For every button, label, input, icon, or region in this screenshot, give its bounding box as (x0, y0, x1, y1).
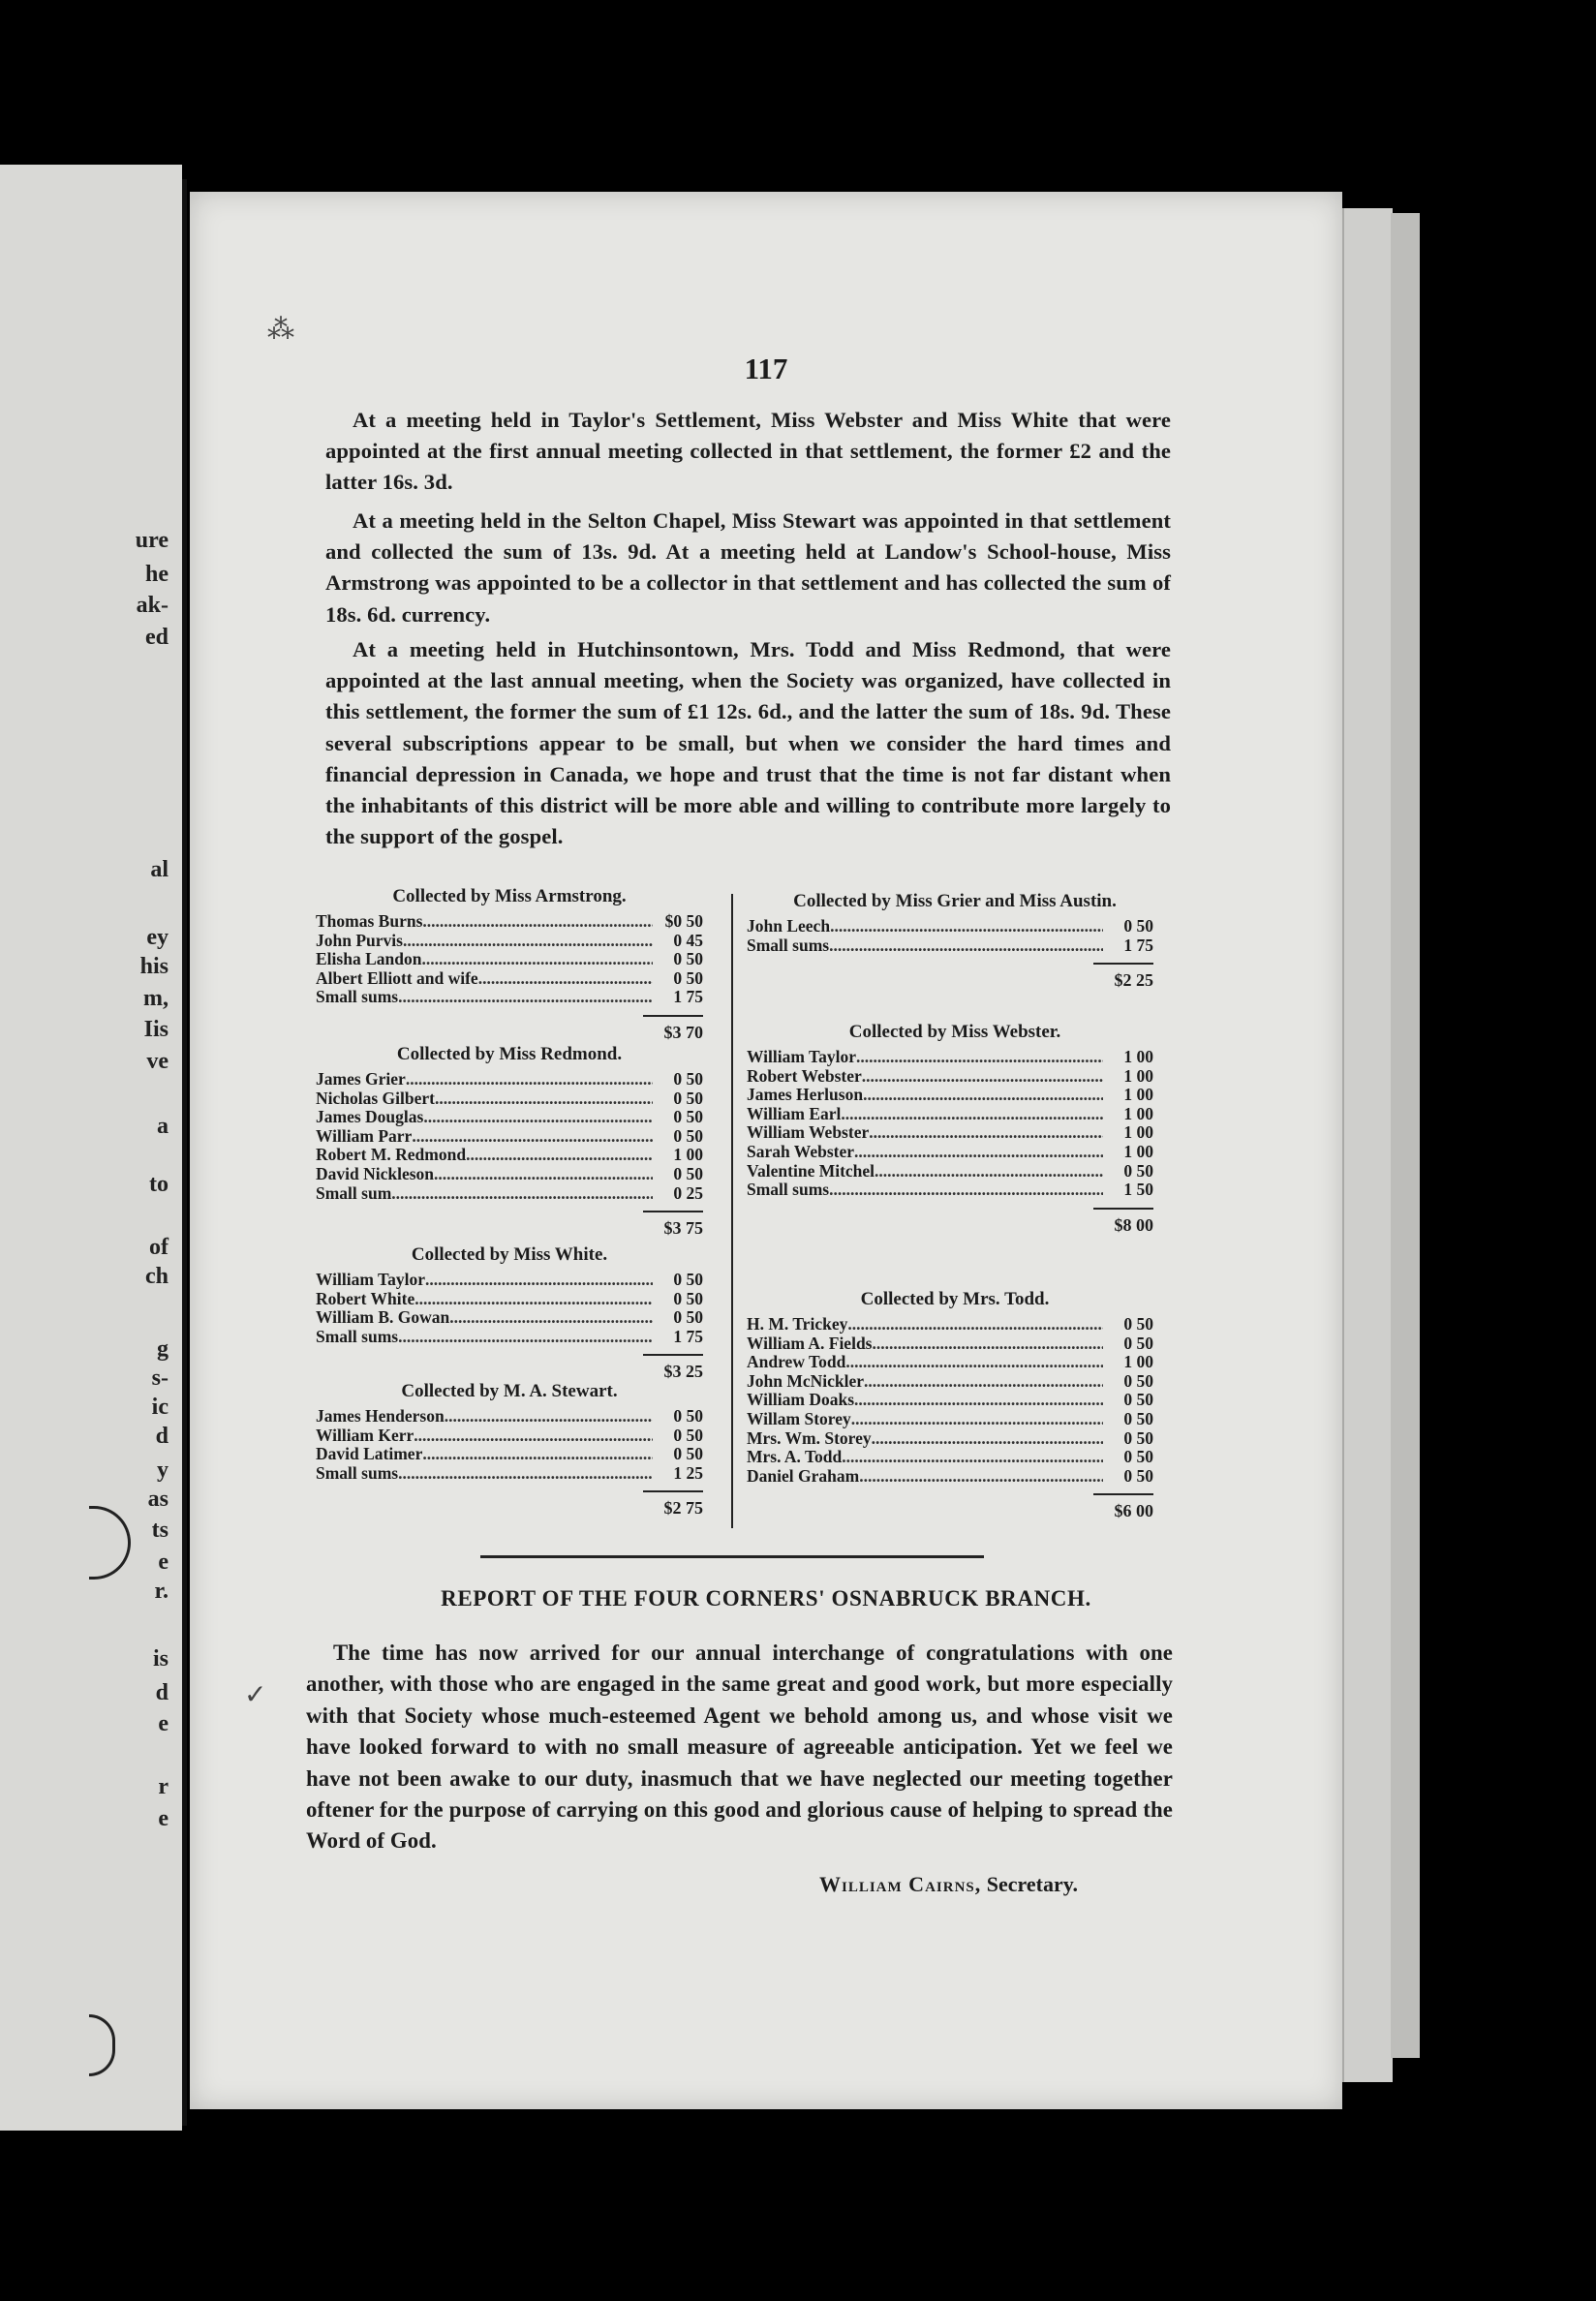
contributor-name: H. M. Trickey (747, 1314, 848, 1334)
facing-page-fragment: g (157, 1336, 169, 1362)
contributor-name: John McNickler (747, 1370, 865, 1391)
contribution-amount: 1 25 (673, 1462, 703, 1483)
contributor-name: William Taylor (747, 1047, 856, 1066)
facing-page-fragment: ch (145, 1264, 169, 1289)
contribution-amount: 0 50 (673, 1406, 703, 1426)
leader-dots (434, 1165, 653, 1184)
contributor-name: William Parr (316, 1125, 413, 1146)
list-title: Collected by Miss Webster. (848, 1022, 1061, 1042)
facing-page-fragment: ve (146, 1049, 169, 1074)
leader-dots (425, 1271, 653, 1290)
contributor-name: William Earl (747, 1103, 842, 1123)
facing-page-fragment: to (149, 1172, 169, 1197)
contributor-name: Albert Elliott and wife (316, 967, 478, 988)
leader-dots (445, 1407, 653, 1427)
leader-dots (872, 1429, 1103, 1449)
leader-dots (398, 1464, 653, 1484)
total-rule (643, 1354, 703, 1356)
list-row (747, 1353, 1153, 1372)
facing-page-fragment: is (152, 1646, 169, 1672)
ink-smudge-mark: ⁂ (267, 315, 294, 345)
contribution-amount: 1 75 (1123, 935, 1153, 955)
contributor-name: Small sum (316, 1182, 392, 1203)
contributor-name: James Douglas (316, 1107, 424, 1127)
list-row (747, 1143, 1153, 1162)
contributor-name: Mrs. Wm. Storey (747, 1427, 872, 1448)
leader-dots (435, 1089, 653, 1109)
leader-dots (851, 1410, 1103, 1429)
facing-page-fragment: as (147, 1487, 169, 1512)
list-row (316, 932, 703, 951)
contribution-amount: 0 50 (673, 1107, 703, 1127)
leader-dots (847, 1315, 1103, 1335)
leader-dots (398, 1328, 653, 1347)
leader-dots (856, 1048, 1103, 1067)
contributor-name: Robert White (316, 1288, 415, 1308)
report-heading: REPORT OF THE FOUR CORNERS' OSNABRUCK BRANCH. (441, 1586, 1091, 1611)
total-rule (1093, 1493, 1153, 1495)
pencil-tick-mark: ✓ (244, 1680, 267, 1710)
contribution-amount: 0 50 (673, 1163, 703, 1183)
contributor-name: David Nickleson (316, 1163, 435, 1183)
facing-page-fragment: d (155, 1680, 169, 1705)
list-rows (316, 1271, 703, 1346)
contributor-name: John Leech (747, 916, 831, 936)
facing-page-fragment: r. (154, 1579, 169, 1604)
list-row (316, 1308, 703, 1328)
contribution-amount: 0 50 (1123, 1333, 1153, 1353)
contributor-name: James Herluson (747, 1085, 864, 1105)
list-row (316, 1108, 703, 1127)
contribution-amount: 0 50 (1123, 1390, 1153, 1410)
list-row (747, 1391, 1153, 1410)
list-rows (316, 912, 703, 1007)
leader-dots (478, 969, 653, 989)
leader-dots (859, 1467, 1103, 1487)
contribution-amount: 0 45 (673, 930, 703, 950)
facing-page-fragment: ic (151, 1395, 169, 1420)
page-edge (1342, 208, 1393, 2082)
list-row (316, 1445, 703, 1464)
total-rule (1093, 1208, 1153, 1210)
leader-dots (466, 1146, 653, 1165)
list-row (316, 1184, 703, 1204)
list-row (316, 912, 703, 932)
contributor-name: Andrew Todd (747, 1352, 846, 1372)
list-row (316, 988, 703, 1007)
contributor-name: William B. Gowan (316, 1307, 450, 1328)
contributor-name: William Webster (747, 1122, 870, 1143)
list-row (747, 1048, 1153, 1067)
list-row (316, 969, 703, 989)
list-row (747, 1162, 1153, 1181)
facing-page-fragment: his (139, 954, 169, 979)
contributor-name: Thomas Burns (316, 911, 423, 931)
leader-dots (423, 1108, 653, 1127)
contribution-amount: 1 00 (1123, 1141, 1153, 1161)
leader-dots (414, 1427, 653, 1446)
page-edge (1391, 213, 1420, 2058)
contributor-name: Nicholas Gilbert (316, 1088, 435, 1108)
leader-dots (842, 1448, 1103, 1467)
contribution-amount: 0 50 (1123, 1447, 1153, 1467)
contributor-name: William Taylor (316, 1270, 425, 1289)
contributor-name: Small sums (747, 1180, 830, 1200)
leader-dots (845, 1353, 1103, 1372)
contributor-name: Small sums (316, 1462, 399, 1483)
facing-page-fragment: m, (143, 986, 169, 1011)
contribution-amount: 0 50 (1123, 1160, 1153, 1181)
contribution-amount: 1 00 (1123, 1085, 1153, 1105)
facing-page-fragment: e (158, 1806, 169, 1831)
leader-dots (449, 1308, 653, 1328)
contribution-amount: 0 50 (673, 1069, 703, 1089)
leader-dots (422, 1445, 653, 1464)
contribution-amount: 0 50 (1123, 1408, 1153, 1428)
list-row (747, 917, 1153, 936)
contributor-name: Robert M. Redmond (316, 1145, 467, 1165)
contributor-name: James Henderson (316, 1406, 445, 1426)
contributor-name: William Kerr (316, 1425, 414, 1445)
list-row (747, 1429, 1153, 1449)
facing-page-fragment: ts (151, 1518, 169, 1543)
signature-name: William Cairns, (819, 1872, 982, 1896)
contribution-amount: 1 00 (673, 1145, 703, 1165)
list-total: $8 00 (1114, 1214, 1153, 1235)
contribution-amount: 1 00 (1123, 1122, 1153, 1143)
facing-page-fragment: ed (145, 625, 169, 650)
list-total: $3 75 (663, 1218, 703, 1239)
contributor-name: James Grier (316, 1069, 406, 1089)
list-row (747, 1105, 1153, 1124)
contributor-name: Willam Storey (747, 1408, 851, 1428)
list-row (747, 1315, 1153, 1335)
leader-dots (872, 1335, 1103, 1354)
contribution-amount: 0 50 (673, 949, 703, 969)
list-row (316, 1089, 703, 1109)
contribution-amount: 1 75 (673, 987, 703, 1007)
contribution-amount: 0 50 (1123, 1314, 1153, 1334)
leader-dots (421, 950, 653, 969)
contributor-name: Robert Webster (747, 1065, 862, 1086)
list-row (747, 1067, 1153, 1087)
facing-page-fragment: ak- (136, 593, 169, 618)
list-row (747, 1086, 1153, 1105)
leader-dots (829, 936, 1103, 956)
leader-dots (854, 1143, 1103, 1162)
list-total: $3 25 (663, 1362, 703, 1382)
column-divider (731, 894, 733, 1528)
facing-page-fragment: he (145, 562, 169, 587)
list-row (316, 1271, 703, 1290)
contribution-amount: 0 50 (1123, 916, 1153, 936)
list-row (747, 1335, 1153, 1354)
list-title: Collected by Mrs. Todd. (860, 1289, 1050, 1309)
report-paragraph: The time has now arrived for our annual interchange of congratulations with one another, with those who are engaged in the same great and good work, but more especially with that Society whose much-esteemed Agent we behold among us, and whose visit we have looked forward to with no small measure of agreeable anticipation. Yet we feel we have not been awake to our duty, inasmuch that we have neglected our meeting together oftener for the purpose of carrying on this good and glorious cause of helping to spread the Word of God. (306, 1641, 1173, 1854)
contributor-name: David Latimer (316, 1444, 423, 1464)
contributor-name: William A. Fields (747, 1333, 873, 1353)
paragraph-taylors-settlement: At a meeting held in Taylor's Settlement, Miss Webster and Miss White that were appointed at the first annual meeting collected in that settlement, the former £2 and the latter 16s. 3d. (325, 408, 1171, 495)
contributor-name: Elisha Landon (316, 949, 422, 969)
pencil-bracket-mark (89, 1506, 131, 1580)
leader-dots (412, 1127, 653, 1147)
contribution-amount: 1 00 (1123, 1103, 1153, 1123)
list-row (747, 936, 1153, 956)
list-title: Collected by M. A. Stewart. (401, 1381, 618, 1401)
leader-dots (403, 932, 653, 951)
facing-page-fragment: ure (135, 528, 169, 553)
list-rows (747, 1315, 1153, 1486)
contribution-amount: 0 50 (1123, 1370, 1153, 1391)
list-row (747, 1181, 1153, 1200)
contribution-amount: 0 50 (673, 1444, 703, 1464)
list-row (316, 1328, 703, 1347)
list-row (316, 1070, 703, 1089)
facing-page-fragment: al (150, 857, 169, 882)
paragraph-selton-chapel: At a meeting held in the Selton Chapel, Miss Stewart was appointed in that settlement and collected the sum of 13s. 9d. At a meeting held at Landow's School-house, Miss Armstrong was appointed to be a collector in that settlement and has collected the sum of 18s. 6d. currency. (325, 508, 1171, 627)
leader-dots (414, 1290, 653, 1309)
contribution-amount: 0 50 (673, 1270, 703, 1289)
contributor-name: Small sums (316, 1326, 399, 1346)
list-row (747, 1410, 1153, 1429)
contribution-amount: 0 50 (673, 1088, 703, 1108)
list-row (316, 1165, 703, 1184)
page-number: 117 (744, 352, 788, 385)
list-row (316, 1464, 703, 1484)
facing-page-fragment: r (158, 1774, 169, 1799)
contribution-amount: 1 00 (1123, 1047, 1153, 1066)
list-row (747, 1467, 1153, 1487)
contributor-name: Sarah Webster (747, 1141, 854, 1161)
total-rule (643, 1490, 703, 1492)
paragraph-hutchinsontown: At a meeting held in Hutchinsontown, Mrs. Todd and Miss Redmond, that were appointed at the last annual meeting, when the Society was organized, have collected in this settlement, the former the sum of £1 12s. 6d., and the latter the sum of 18s. 9d. These several subscriptions appear to be small, but when we consider the hard times and financial depression in Canada, we hope and trust that the time is not far distant when the inhabitants of this district will be more able and willing to contribute more largely to the support of the gospel. (325, 637, 1171, 849)
list-row (316, 950, 703, 969)
list-rows (316, 1407, 703, 1483)
list-total: $2 75 (663, 1498, 703, 1519)
list-title: Collected by Miss Redmond. (396, 1044, 623, 1064)
contribution-amount: 0 50 (673, 1307, 703, 1328)
signature (819, 1872, 1078, 1897)
contribution-amount: 0 50 (673, 1288, 703, 1308)
contribution-amount: 1 50 (1123, 1180, 1153, 1200)
list-row (747, 1123, 1153, 1143)
list-row (316, 1407, 703, 1427)
list-total: $3 70 (663, 1023, 703, 1042)
contribution-amount: 0 25 (673, 1182, 703, 1203)
facing-page-fragment: ey (146, 925, 169, 950)
contributor-name: William Doaks (747, 1390, 855, 1410)
leader-dots (869, 1123, 1103, 1143)
leader-dots (864, 1372, 1103, 1392)
contributor-name: Valentine Mitchel (747, 1160, 875, 1181)
leader-dots (854, 1391, 1103, 1410)
list-row (316, 1127, 703, 1147)
list-row (316, 1146, 703, 1165)
contributor-name: John Purvis (316, 930, 403, 950)
list-row (747, 1448, 1153, 1467)
contributor-name: Small sums (316, 987, 399, 1007)
contribution-amount: 1 75 (673, 1326, 703, 1346)
contribution-amount: 0 50 (673, 1125, 703, 1146)
contributor-name: Mrs. A. Todd (747, 1447, 843, 1467)
contribution-amount: 0 50 (673, 1425, 703, 1445)
facing-page-fragment: s- (151, 1365, 169, 1391)
leader-dots (863, 1086, 1103, 1105)
leader-dots (391, 1184, 653, 1204)
leader-dots (422, 912, 653, 932)
contribution-amount: 0 50 (1123, 1465, 1153, 1486)
leader-dots (829, 1181, 1103, 1200)
leader-dots (862, 1067, 1103, 1087)
facing-page (0, 165, 182, 2131)
signature-role: Secretary. (986, 1872, 1079, 1896)
list-title: Collected by Miss Grier and Miss Austin. (793, 891, 1117, 911)
page-gutter (182, 179, 187, 2126)
list-row (316, 1290, 703, 1309)
section-separator (480, 1555, 984, 1558)
list-rows (747, 1048, 1153, 1200)
list-title: Collected by Miss Armstrong. (392, 886, 627, 906)
facing-page-fragment: d (155, 1424, 169, 1449)
list-title: Collected by Miss White. (411, 1244, 608, 1265)
leader-dots (830, 917, 1103, 936)
leader-dots (841, 1105, 1103, 1124)
facing-page-fragment: e (158, 1711, 169, 1736)
leader-dots (406, 1070, 653, 1089)
pencil-bracket-mark (89, 2014, 115, 2076)
contribution-amount: 1 00 (1123, 1352, 1153, 1372)
facing-page-fragment: a (157, 1114, 169, 1139)
total-rule (643, 1015, 703, 1017)
contributor-name: Small sums (747, 935, 830, 955)
contribution-amount: 1 00 (1123, 1065, 1153, 1086)
contributor-name: Daniel Graham (747, 1465, 860, 1486)
facing-page-fragment: y (157, 1457, 169, 1483)
facing-page-fragment: e (158, 1549, 169, 1575)
list-rows (316, 1070, 703, 1203)
contribution-amount: $0 50 (664, 911, 703, 931)
total-rule (643, 1211, 703, 1212)
list-total: $2 25 (1114, 970, 1153, 991)
contribution-amount: 0 50 (673, 967, 703, 988)
list-rows (747, 917, 1153, 955)
leader-dots (875, 1162, 1103, 1181)
total-rule (1093, 963, 1153, 965)
leader-dots (398, 988, 653, 1007)
facing-page-fragment: Iis (143, 1017, 169, 1042)
document-page (190, 192, 1342, 2109)
facing-page-fragment: of (149, 1235, 169, 1260)
contribution-amount: 0 50 (1123, 1427, 1153, 1448)
list-total: $6 00 (1114, 1501, 1153, 1521)
list-row (747, 1372, 1153, 1392)
list-row (316, 1427, 703, 1446)
